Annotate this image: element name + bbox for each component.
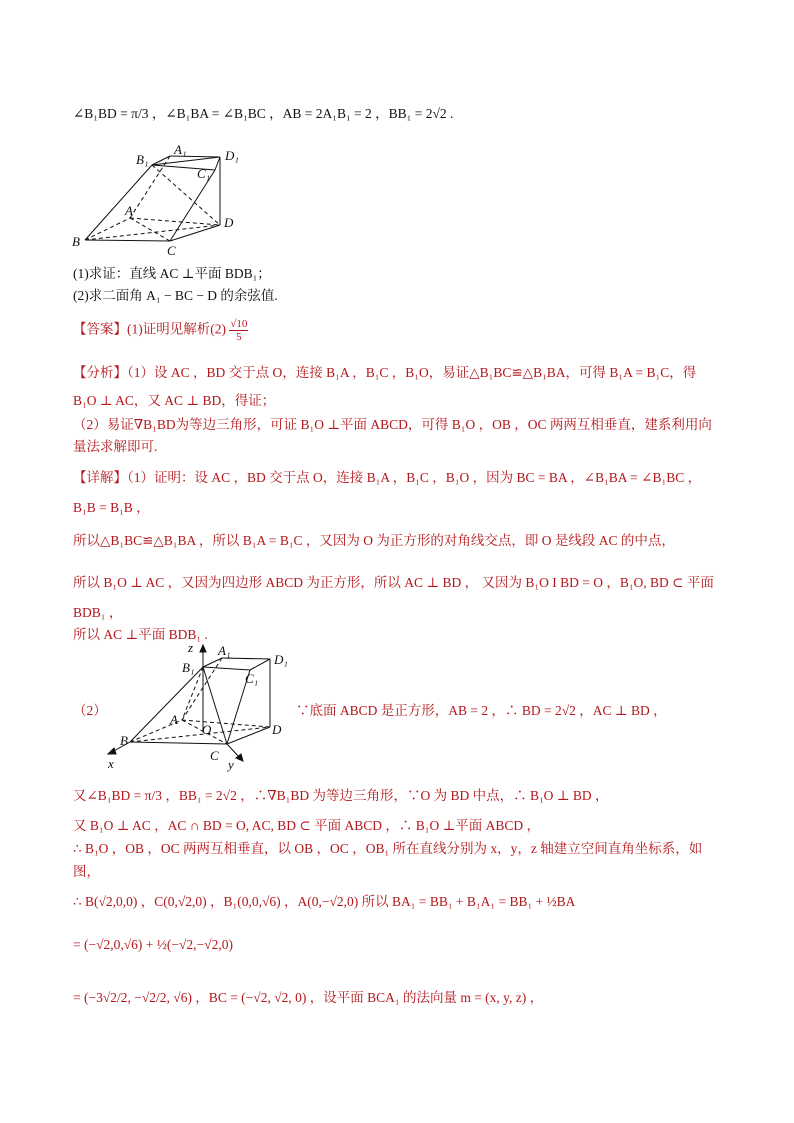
fig2-label-c1: C₁ [245, 671, 259, 686]
analysis-line-2: B₁O ⊥ AC，又 AC ⊥ BD，得证； [73, 393, 276, 408]
fig2-label-x: x [108, 756, 114, 771]
answer-line [73, 318, 248, 343]
prism-figure-2 [100, 642, 290, 772]
fig2-label-o: O [202, 722, 212, 737]
line-axes-1: ∴ B₁O ，OB ，OC 两两互相垂直，以 OB ，OC ，OB₁ 所在直线分别为 x，y，z 轴建立空间直角坐标系，如 [73, 841, 703, 856]
line-perpendicular: 又 B₁O ⊥ AC ，AC ∩ BD = O, AC, BD ⊂ 平面 ABCD ，∴ B₁O ⊥平面 ABCD ， [73, 818, 541, 833]
part2-label: （2） [73, 703, 107, 718]
fig2-label-a1: A₁ [218, 643, 231, 658]
analysis-line-1: 【分析】（1）设 AC ，BD 交于点 O，连接 B₁A ，B₁C ，B₁O，易证△B₁BC≌△B₁BA，可得 B₁A = B₁C，得 [73, 365, 697, 380]
line-coordinates: ∴ B(√2,0,0) ，C(0,√2,0) ，B₁(0,0,√6) ，A(0,−√2,0) 所以 BA₁ = BB₁ + B₁A₁ = BB₁ + ½BA [73, 894, 576, 909]
line-equilateral: 又∠B₁BD = π/3 ，BB₁ = 2√2 ，∴∇B₁BD 为等边三角形，∵O 为 BD 中点，∴ B₁O ⊥ BD ， [73, 788, 609, 803]
detail-line-2: B₁B = B₁B ， [73, 500, 150, 515]
analysis-line-4: 量法求解即可. [73, 439, 158, 454]
fig2-label-b1: B₁ [182, 660, 195, 675]
line-equation-1: = (−√2,0,√6) + ½(−√2,−√2,0) [73, 937, 233, 952]
fig1-label-d1: D₁ [225, 148, 239, 163]
detail-line-3: 所以△B₁BC≌△B₁BA ，所以 B₁A = B₁C ，又因为 O 为正方形的对角线交点，即 O 是线段 AC 的中点， [73, 533, 675, 548]
answer-fraction-numerator: √10 [230, 318, 248, 330]
fig2-label-a: A [170, 712, 178, 727]
fig2-label-d: D [272, 722, 282, 737]
answer-fraction-denominator: 5 [236, 331, 242, 343]
answer-fraction [229, 318, 248, 343]
fig2-label-c: C [210, 748, 219, 763]
fig2-label-z: z [188, 642, 194, 655]
fig1-label-a1: A₁ [174, 142, 187, 157]
fig2-label-b: B [120, 733, 128, 748]
fig2-label-d1: D₁ [274, 652, 288, 667]
given-conditions: ∠B₁BD = π/3 ，∠B₁BA = ∠B₁BC ，AB = 2A₁B₁ = 2 ，BB₁ = 2√2 . [73, 106, 454, 121]
question-2: (2)求二面角 A₁ − BC − D 的余弦值. [73, 288, 278, 303]
line-equation-2: = (−3√2/2, −√2/2, √6) ，BC = (−√2, √2, 0) ，设平面 BCA₁ 的法向量 m = (x, y, z) ， [73, 990, 544, 1005]
detail-line-6: 所以 AC ⊥平面 BDB₁ . [73, 627, 208, 642]
answer-body: (1)证明见解析(2) [127, 321, 226, 337]
fig1-label-a: A [125, 203, 133, 218]
detail-line-4: 所以 B₁O ⊥ AC ，又因为四边形 ABCD 为正方形，所以 AC ⊥ BD ， 又因为 B₁O I BD = O ，B₁O, BD ⊂ 平面 [73, 575, 714, 590]
analysis-line-3: （2）易证∇B₁BD为等边三角形，可证 B₁O ⊥平面 ABCD，可得 B₁O ，OB ，OC 两两互相垂直，建系利用向 [73, 417, 712, 432]
prism-figure-1 [70, 140, 270, 260]
question-1: (1)求证：直线 AC ⊥平面 BDB₁； [73, 266, 271, 281]
fig2-label-y: y [228, 757, 234, 772]
detail-line-5: BDB₁ ， [73, 605, 123, 620]
answer-tag: 【答案】 [73, 321, 127, 337]
fig1-label-d: D [224, 215, 234, 230]
fig1-label-b: B [72, 234, 80, 249]
fig1-label-c: C [167, 243, 176, 258]
fig1-label-b1: B₁ [136, 152, 149, 167]
part2-text: ∵底面 ABCD 是正方形，AB = 2 ，∴ BD = 2√2 ，AC ⊥ BD ， [296, 703, 667, 718]
line-axes-2: 图， [73, 864, 100, 879]
fig1-label-c1: C₁ [197, 166, 211, 181]
detail-line-1: 【详解】（1）证明：设 AC ，BD 交于点 O，连接 B₁A ，B₁C ，B₁O ，因为 BC = BA ，∠B₁BA = ∠B₁BC ， [73, 470, 702, 485]
